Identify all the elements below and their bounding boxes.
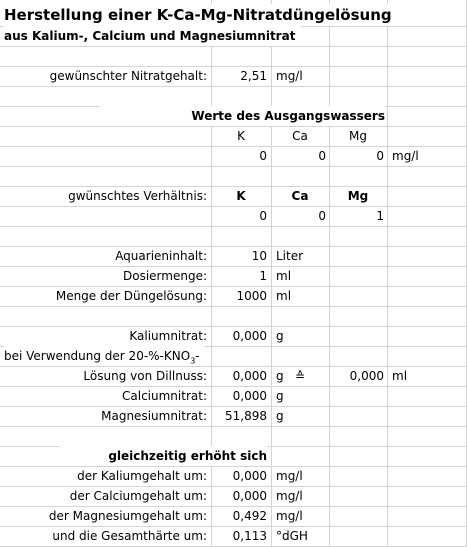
calcium-nitrate-unit: g — [276, 389, 284, 403]
source-water-ca-cell[interactable]: 0 — [318, 149, 326, 163]
grid-line — [0, 426, 467, 427]
kno3-solution-ml: 0,000 — [349, 369, 384, 383]
increase-potassium-unit: mg/l — [276, 469, 303, 483]
nitrate-label: gewünschter Nitratgehalt: — [49, 69, 207, 83]
increase-calcium-label: der Calciumgehalt um: — [69, 489, 207, 503]
increase-potassium-value: 0,000 — [232, 469, 267, 483]
potassium-nitrate-unit: g — [276, 329, 284, 343]
ratio-ca-cell[interactable]: 0 — [318, 209, 326, 223]
solution-amount-unit: ml — [276, 289, 292, 303]
nitrate-unit: mg/l — [276, 69, 303, 83]
increase-calcium-value: 0,000 — [232, 489, 267, 503]
source-water-header-k: K — [237, 129, 245, 143]
increase-hardness-label: und die Gesamthärte um: — [52, 529, 207, 543]
source-water-mg-cell[interactable]: 0 — [376, 149, 384, 163]
page-subtitle: aus Kalium-, Calcium und Magnesiumnitrat — [4, 26, 301, 46]
kno3-solution-grams: 0,000 — [232, 369, 267, 383]
ratio-label: gwünschtes Verhältnis: — [68, 189, 207, 203]
source-water-header-ca: Ca — [292, 129, 308, 143]
kno3-solution-note-text-b: - — [195, 349, 200, 363]
ratio-mg-cell[interactable]: 1 — [376, 209, 384, 223]
source-water-k-cell[interactable]: 0 — [259, 149, 267, 163]
dose-label: Dosiermenge: — [123, 269, 207, 283]
magnesium-nitrate-unit: g — [276, 409, 284, 423]
page-title: Herstellung einer K-Ca-Mg-Nitratdüngelösung — [4, 4, 398, 26]
increase-hardness-value: 0,113 — [232, 529, 267, 543]
dose-value-cell[interactable]: 1 — [259, 269, 267, 283]
potassium-nitrate-label: Kaliumnitrat: — [129, 329, 207, 343]
increase-magnesium-value: 0,492 — [232, 509, 267, 523]
increase-hardness-unit: °dGH — [276, 529, 308, 543]
increase-magnesium-label: der Magnesiumgehalt um: — [48, 509, 207, 523]
source-water-header-mg: Mg — [349, 129, 367, 143]
dose-unit: ml — [276, 269, 292, 283]
increase-potassium-label: der Kaliumgehalt um: — [77, 469, 207, 483]
magnesium-nitrate-value: 51,898 — [225, 409, 267, 423]
aquarium-label: Aquarieninhalt: — [115, 249, 207, 263]
ratio-header-ca: Ca — [291, 189, 309, 203]
grid-line — [271, 0, 272, 546]
corresponds-symbol: ≙ — [294, 369, 306, 383]
solution-amount-label: Menge der Düngelösung: — [55, 289, 207, 303]
ratio-k-cell[interactable]: 0 — [259, 209, 267, 223]
ratio-header-k: K — [236, 189, 246, 203]
potassium-nitrate-value: 0,000 — [232, 329, 267, 343]
grid-line — [0, 86, 467, 87]
kno3-subscript: 3 — [190, 356, 196, 366]
increase-calcium-unit: mg/l — [276, 489, 303, 503]
increase-magnesium-unit: mg/l — [276, 509, 303, 523]
magnesium-nitrate-label: Magnesiumnitrat: — [101, 409, 207, 423]
ratio-header-mg: Mg — [347, 189, 369, 203]
calcium-nitrate-label: Calciumnitrat: — [122, 389, 207, 403]
grid-line — [0, 306, 467, 307]
source-water-unit: mg/l — [392, 149, 419, 163]
grid-line — [0, 166, 467, 167]
kno3-solution-grams-unit: g — [276, 369, 284, 383]
solution-amount-value-cell[interactable]: 1000 — [236, 289, 267, 303]
kno3-solution-note-text-a: bei Verwendung der 20-%-KNO — [4, 349, 191, 363]
grid-line — [0, 46, 467, 47]
kno3-solution-ml-unit: ml — [392, 369, 408, 383]
aquarium-unit: Liter — [276, 249, 304, 263]
nitrate-value-cell[interactable]: 2,51 — [240, 69, 267, 83]
source-water-heading: Werte des Ausgangswassers — [100, 106, 385, 126]
kno3-solution-note-line1 — [4, 346, 204, 366]
grid-line — [387, 0, 388, 546]
increase-heading: gleichzeitig erhöht sich — [60, 446, 267, 466]
grid-line — [0, 226, 467, 227]
aquarium-value-cell[interactable]: 10 — [251, 249, 267, 263]
grid-line — [329, 0, 330, 546]
kno3-solution-note-line2: Lösung von Dillnuss: — [83, 369, 207, 383]
calcium-nitrate-value: 0,000 — [232, 389, 267, 403]
